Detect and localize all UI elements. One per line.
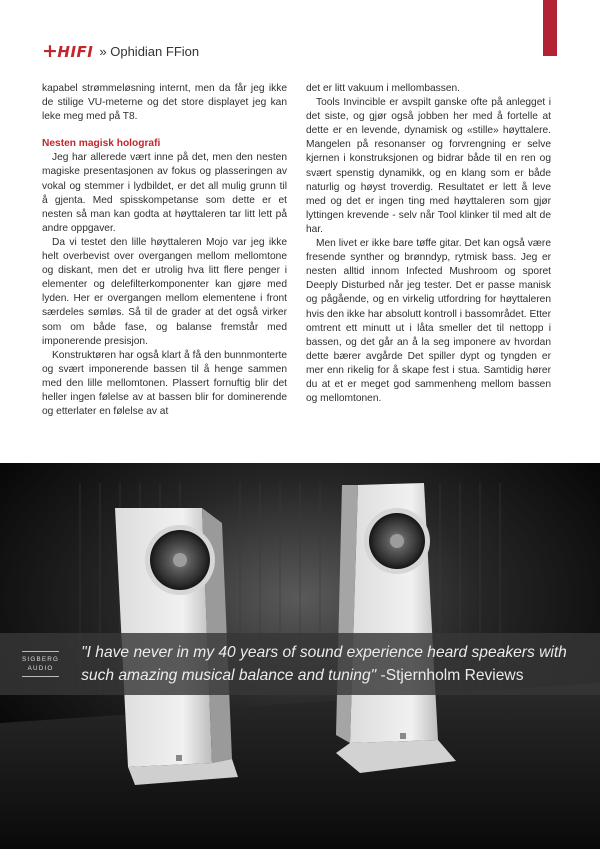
- paragraph: det er litt vakuum i mellombassen.: [306, 83, 461, 94]
- page-corner-tab: [543, 0, 557, 56]
- ad-quote: [81, 641, 600, 687]
- quote-attribution: -Stjernholm Reviews: [376, 667, 524, 684]
- paragraph: Tools Invincible er avspilt ganske ofte på anlegget i det siste, og gjør også jobben her med å fortelle at dette er en levende, dynamisk og «stille» høyttalere. Mangelen på resonanser og forvrengning er selve kjernen i konstruksjonen og bidrar både til en ren og svært spenstig dynamikk, og en klang som er både naturlig og høyst troverdig. Resultatet er lett å leve med og det er ingen ting med høyttaleren som gjør lyttingen krevende - selv når Tool klinker til med alt de har.: [306, 97, 551, 235]
- paragraph: Men livet er ikke bare tøffe gitar. Det kan også være fresende synther og brønndyp, rytmisk bass. Jeg er nesten alltid innom Infected Mushroom og sporet Deeply Disturbed når jeg tester. Det er passe manisk og pågående, og en virkelig utfordring for høyttaleren hvis den ikke har absolutt kontroll i bassområdet. Etter omtrent ett minutt ut i låta smeller det til nettopp i bassen, og det går an å la seg imponere av hvordan dette bærer avgårde Det spiller dypt og tyngden er mer enn rikelig for å skape fest i stua. Samtidig hører du at et er meget god sammenheng mellom bassen og mellomtonen.: [306, 238, 551, 405]
- brand-line: AUDIO: [27, 665, 54, 672]
- page-header: [42, 42, 199, 61]
- paragraph: Jeg har allerede vært inne på det, men den nesten magiske presentasjonen av fokus og plasseringen av vokal og stemmer i lydbildet, er det all mulig grunn til å gjenta. Med spisskompetanse som dette er et nesten så man kan godta at høyttaleren tar litt lett på andre oppgaver.: [42, 152, 287, 234]
- ad-quote-banner: [0, 633, 600, 695]
- brand-line: SIGBERG: [22, 656, 60, 663]
- plus-icon: +: [42, 40, 59, 62]
- paragraph: kapabel strømmeløsning internt, men da får jeg ikke de stilige VU-meterne og det store displayet jeg kan leke meg med på T8.: [42, 83, 287, 123]
- quote-text: "I have never in my 40 years of sound experience heard speakers with such amazing musical balance and tuning": [81, 644, 567, 684]
- hifi-logo: [42, 42, 93, 61]
- article-column-right: [306, 82, 551, 406]
- paragraph: Konstruktøren har også klart å få den bunnmonterte og svært imponerende bassen til å henge sammen med den lille mellomtonen. Plassert fornuftig blir det heller ingen følelse av at bassen blir for dominerende og etterlater en følelse av at: [42, 349, 287, 418]
- paragraph: Da vi testet den lille høyttaleren Mojo var jeg ikke helt overbevist over overgangen mellom mellomtone og diskant, men det er utrolig hva litt flere penger i elementer og delefilterkomponenter kan gjøre med lyden. Her er overgangen mellom elementene i front særdeles sømløs. Så til de grader at det også virker som om både fase, og balanse fremstår med imponerende presisjon.: [42, 236, 287, 347]
- section-title: » Ophidian FFion: [99, 44, 200, 59]
- article-column-left: [42, 82, 287, 419]
- logo-text: HIFI: [57, 42, 94, 61]
- subheading: Nesten magisk holografi: [42, 138, 161, 150]
- sigberg-audio-logo: [22, 651, 59, 677]
